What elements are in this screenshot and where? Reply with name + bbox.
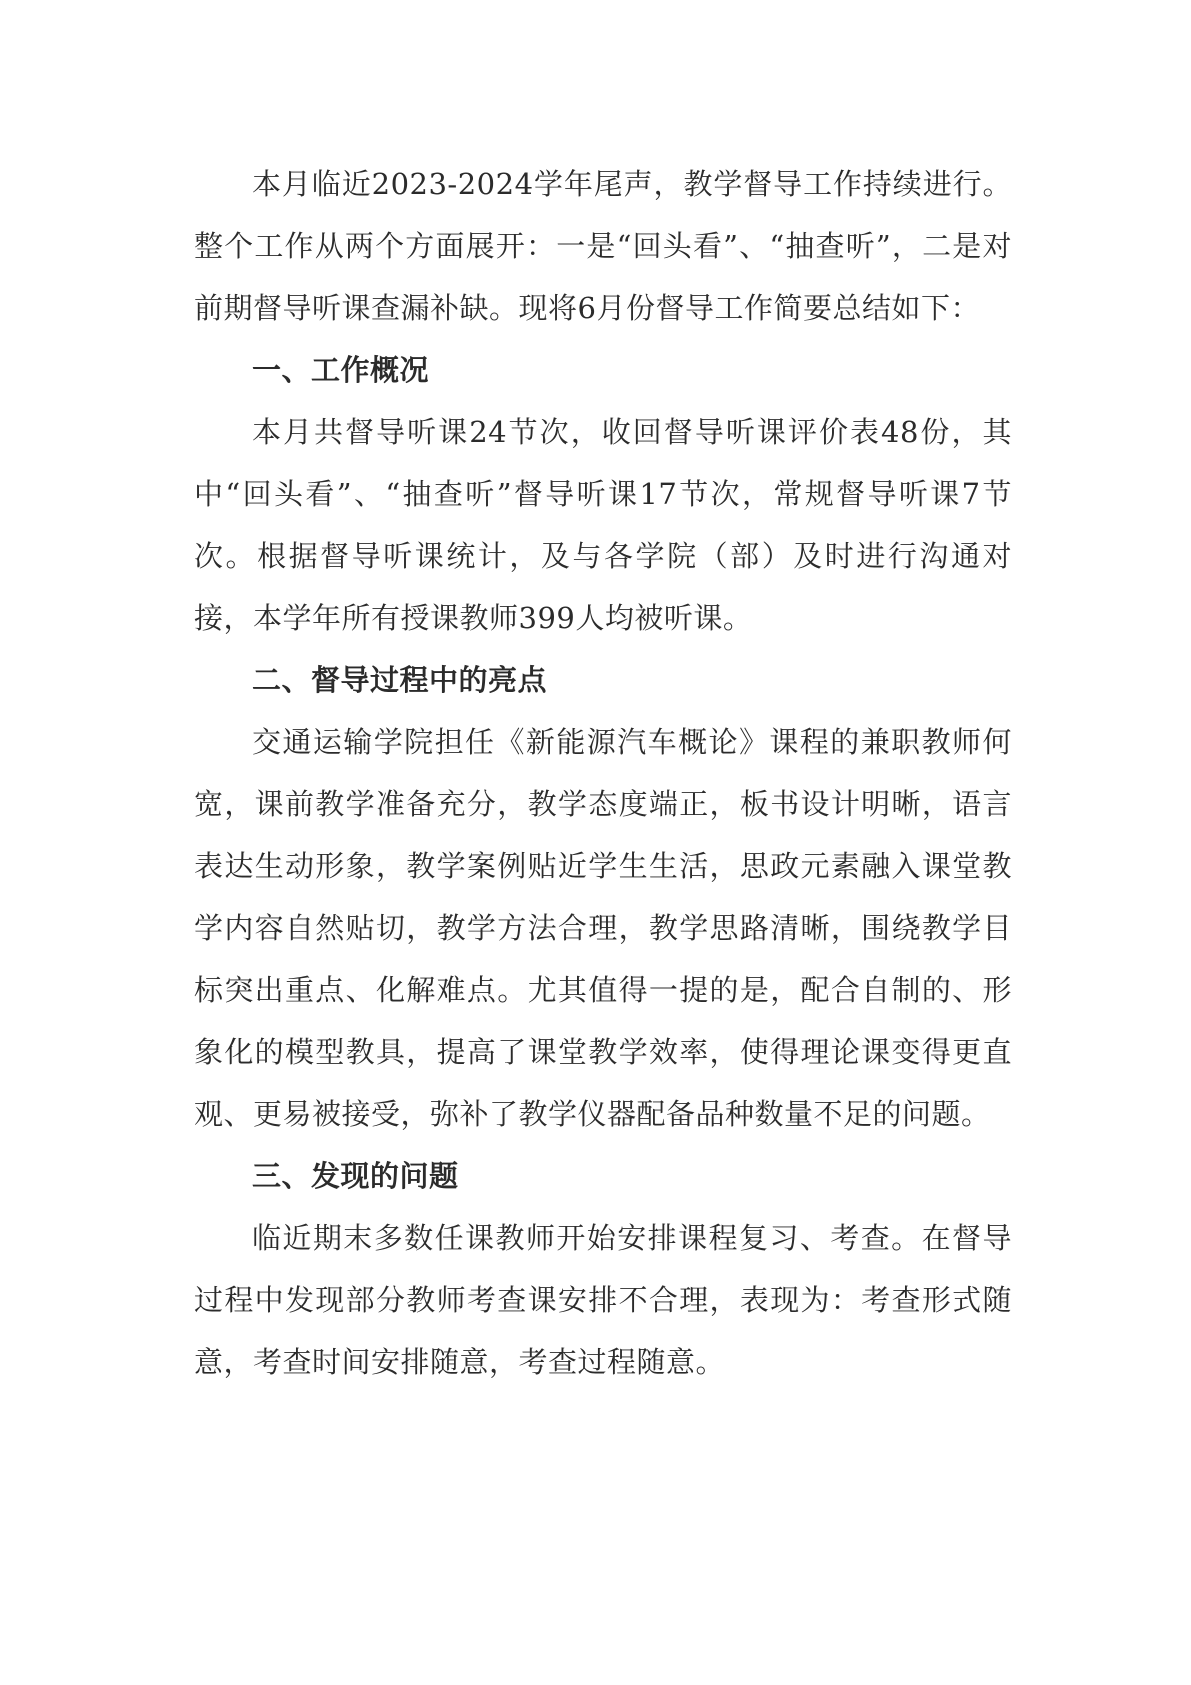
intro-paragraph: 本月临近2023-2024学年尾声，教学督导工作持续进行。整个工作从两个方面展开：一是“回头看”、“抽查听”，二是对前期督导听课查漏补缺。现将6月份督导工作简要总结如下： [194, 167, 1012, 325]
section-heading-highlights: 二、督导过程中的亮点 [252, 663, 548, 697]
section-paragraph-overview: 本月共督导听课24节次，收回督导听课评价表48份，其中“回头看”、“抽查听”督导听课17节次，常规督导听课7节次。根据督导听课统计，及与各学院（部）及时进行沟通对接，本学年所有授课教师399人均被听课。 [194, 415, 1012, 635]
section-paragraph-problems: 临近期末多数任课教师开始安排课程复习、考查。在督导过程中发现部分教师考查课安排不合理，表现为：考查形式随意，考查时间安排随意，考查过程随意。 [194, 1221, 1012, 1379]
document-body [194, 153, 1012, 1393]
section-paragraph-highlights: 交通运输学院担任《新能源汽车概论》课程的兼职教师何宽，课前教学准备充分，教学态度端正，板书设计明晰，语言表达生动形象，教学案例贴近学生生活，思政元素融入课堂教学内容自然贴切，教学方法合理，教学思路清晰，围绕教学目标突出重点、化解难点。尤其值得一提的是，配合自制的、形象化的模型教具，提高了课堂教学效率，使得理论课变得更直观、更易被接受，弥补了教学仪器配备品种数量不足的问题。 [194, 725, 1012, 1131]
section-heading-overview: 一、工作概况 [252, 353, 430, 387]
section-heading-problems: 三、发现的问题 [252, 1159, 459, 1193]
